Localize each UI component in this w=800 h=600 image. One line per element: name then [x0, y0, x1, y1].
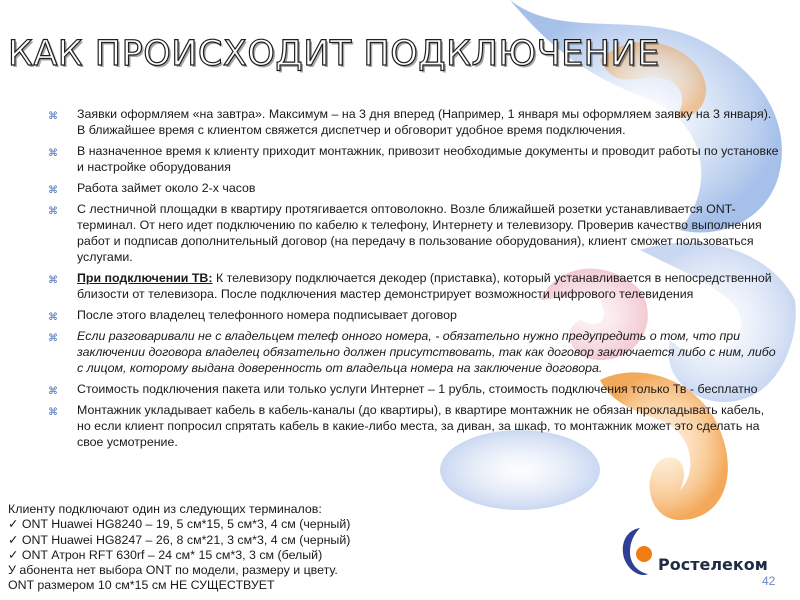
rostelecom-logo-icon: [618, 524, 658, 584]
bullet-text: Работа займет около 2-х часов: [77, 181, 256, 195]
slide-number: 42: [762, 574, 776, 588]
rostelecom-logo: [618, 524, 768, 584]
bullet-marker-icon: ⌘: [48, 185, 58, 196]
bullet-text: Заявки оформляем «на завтра». Максимум – на 3 дня вперед (Например, 1 января мы оформляем заявку на 3 января). В ближайшее время с клиентом свяжется диспетчер и обговорит удобное время подключения.: [77, 107, 772, 137]
bullet-marker-icon: ⌘: [48, 111, 58, 122]
terminal-note: ONT размером 10 см*15 см НЕ СУЩЕСТВУЕТ: [8, 578, 275, 593]
bullet-text: После этого владелец телефонного номера подписывает договор: [77, 308, 457, 322]
terminal-item: ✓ ONT Huawei HG8240 – 19, 5 см*15, 5 см*3, 4 см (черный): [8, 517, 351, 532]
bullet-list: [48, 106, 780, 455]
bullet-item: [48, 270, 780, 302]
bullet-marker-icon: ⌘: [48, 206, 58, 217]
terminal-item: ✓ ONT Huawei HG8247 – 26, 8 см*21, 3 см*3, 4 см (черный): [8, 532, 351, 547]
bullet-item: [48, 402, 780, 450]
bullet-lead: При подключении ТВ:: [77, 271, 213, 285]
bullet-item: [48, 180, 780, 196]
terminal-note: У абонента нет выбора ONT по модели, размеру и цвету.: [8, 563, 338, 578]
bullet-text: Монтажник укладывает кабель в кабель-каналы (до квартиры), в квартире монтажник не обязан прокладывать кабель, но если клиент попросил спрятать кабель в какие-либо места, за диван, за шкаф, то монтажник может это сделать на свое усмотрение.: [77, 403, 765, 449]
bullet-marker-icon: ⌘: [48, 333, 58, 344]
slide-title: КАК ПРОИСХОДИТ ПОДКЛЮЧЕНИЕ: [8, 34, 660, 74]
bullet-text: К телевизору подключается декодер (приставка), который устанавливается в непосредственной близости от телевизора. После подключения мастер демонстрирует возможности цифрового телевидения: [77, 271, 772, 301]
terminal-list: [8, 502, 568, 594]
bullet-item: [48, 307, 780, 323]
bullet-item: [48, 106, 780, 138]
bullet-item: [48, 143, 780, 175]
bullet-text: Стоимость подключения пакета или только услуги Интернет – 1 рубль, стоимость подключения только Тв - бесплатно: [77, 382, 758, 396]
bullet-item: [48, 201, 780, 265]
bullet-marker-icon: ⌘: [48, 407, 58, 418]
logo-text: Ростелеком: [658, 555, 768, 574]
bullet-item: [48, 381, 780, 397]
bullet-marker-icon: ⌘: [48, 148, 58, 159]
bullet-text: В назначенное время к клиенту приходит монтажник, привозит необходимые документы и проводит работы по установке и настройке оборудования: [77, 144, 779, 174]
bullet-marker-icon: ⌘: [48, 275, 58, 286]
terminal-intro: Клиенту подключают один из следующих терминалов:: [8, 502, 322, 516]
bullet-marker-icon: ⌘: [48, 312, 58, 323]
bullet-item: [48, 328, 780, 376]
bullet-text: С лестничной площадки в квартиру протягивается оптоволокно. Возле ближайшей розетки устанавливается ONT-терминал. От него идет подключению по кабелю к телефону, Интернету и телевизору. Проверив качество выполнения работ и подписав дополнительный договор (на передачу в пользование оборудования), клиент сможет пользоваться услугами.: [77, 202, 762, 264]
bullet-text: Если разговаривали не с владельцем телеф онного номера, - обязательно нужно предупредить о том, что при заключении договора владелец обязательно должен присутствовать, так как договор заключается либо с ним, либо с лицом, которому выдана доверенность от владельца номера на заключение договора.: [77, 329, 776, 375]
bullet-marker-icon: ⌘: [48, 386, 58, 397]
terminal-item: ✓ ONT Атрон RFT 630rf – 24 см* 15 см*3, 3 см (белый): [8, 547, 323, 562]
